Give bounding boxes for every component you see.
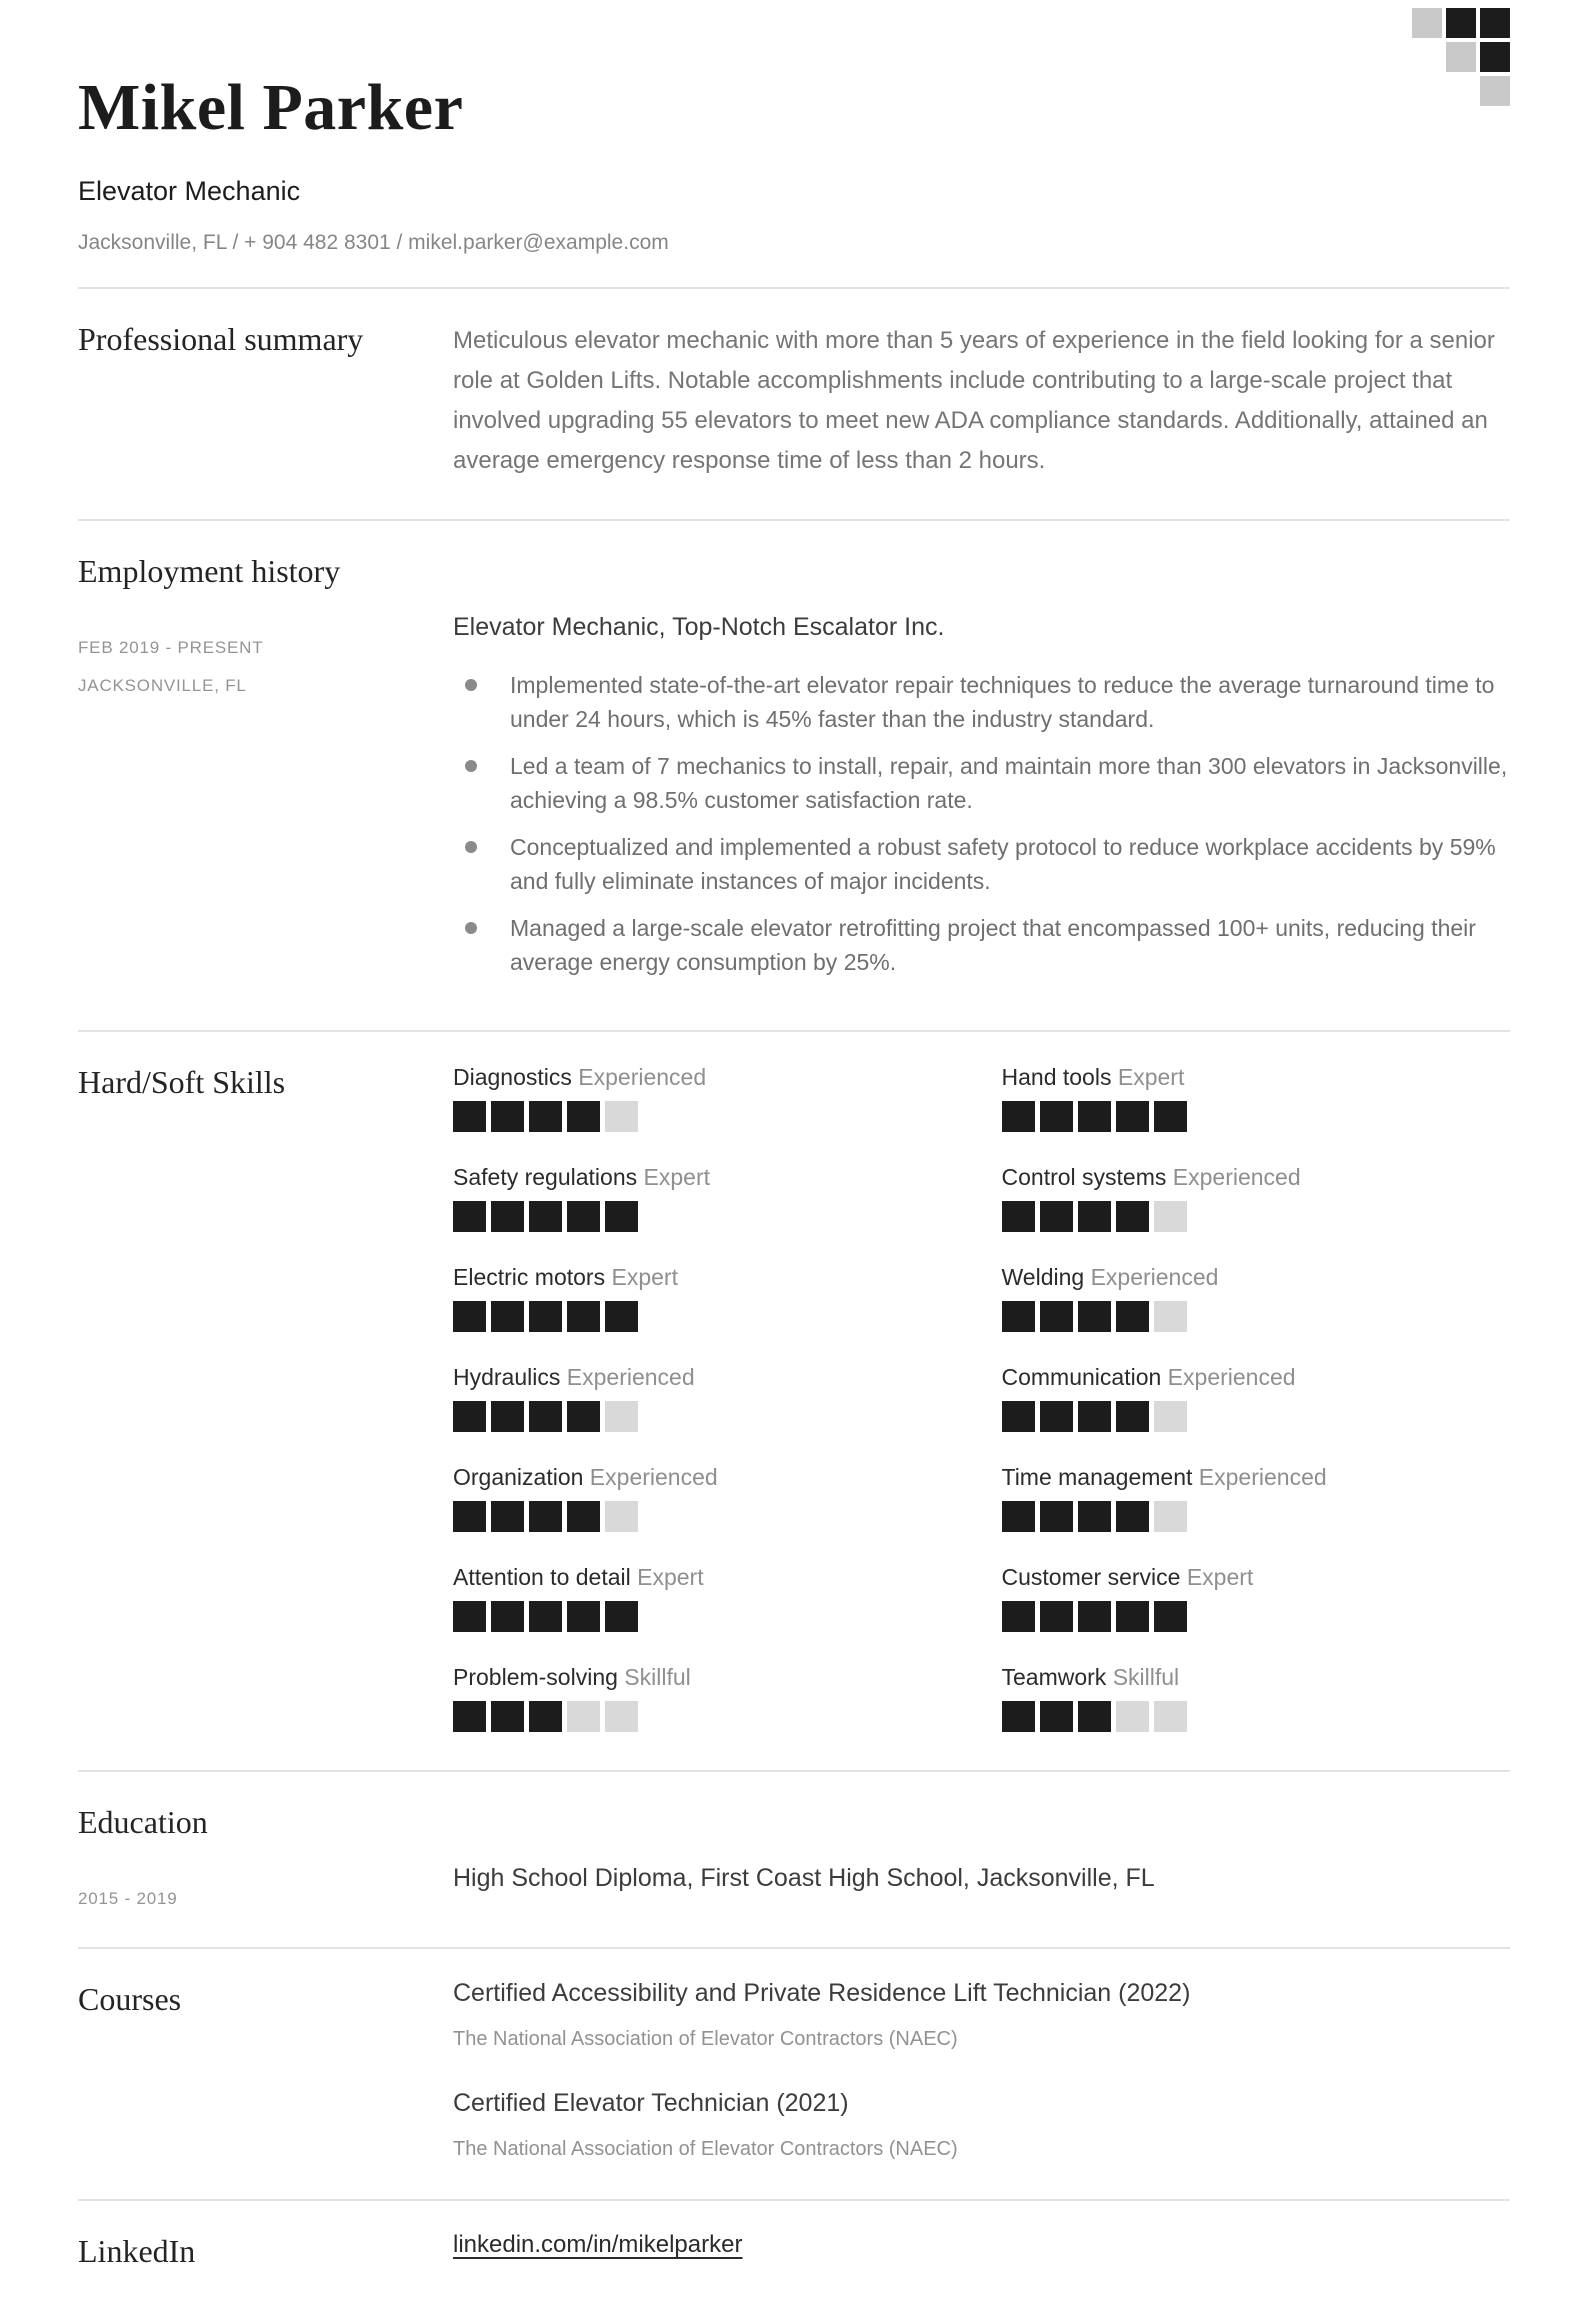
linkedin-profile-link[interactable]: linkedin.com/in/mikelparker: [453, 2231, 743, 2259]
section-title-skills: Hard/Soft Skills: [78, 1063, 286, 1100]
job-bullet: Led a team of 7 mechanics to install, repair, and maintain more than 300 elevators in Jacksonville, achieving a 98.5% customer satisfaction rate.: [453, 749, 1510, 817]
skill-label: [1002, 1264, 1511, 1291]
skill-name: Customer service: [1001, 1563, 1181, 1590]
skill-item: [1002, 1264, 1511, 1332]
job-title-line: Elevator Mechanic, Top-Notch Escalator Inc.: [453, 612, 945, 641]
skill-item: [453, 1464, 962, 1532]
skill-level: Skillful: [1106, 1663, 1180, 1690]
rating-square-filled: [1078, 1701, 1111, 1732]
rating-square-empty: [567, 1701, 600, 1732]
rating-square-filled: [491, 1501, 524, 1532]
rating-square-filled: [1002, 1701, 1035, 1732]
rating-square-filled: [1078, 1201, 1111, 1232]
skill-item: [453, 1664, 962, 1732]
course-item: [453, 2089, 1510, 2161]
logo-cell: [1480, 42, 1510, 72]
skill-name: Problem-solving: [453, 1663, 618, 1690]
rating-square-filled: [529, 1201, 562, 1232]
section-skills: [78, 1032, 1510, 1770]
rating-square-filled: [1116, 1401, 1149, 1432]
rating-square-empty: [1154, 1501, 1187, 1532]
skill-name: Control systems: [1001, 1163, 1167, 1190]
job-bullet: Conceptualized and implemented a robust safety protocol to reduce workplace accidents by 59% and fully eliminate instances of major incidents.: [453, 830, 1510, 898]
skill-name: Communication: [1001, 1363, 1162, 1390]
skill-item: [1002, 1364, 1511, 1432]
rating-square-empty: [605, 1101, 638, 1132]
rating-square-filled: [453, 1401, 486, 1432]
course-title: Certified Elevator Technician (2021): [453, 2089, 849, 2118]
professional-summary-text: Meticulous elevator mechanic with more than 5 years of experience in the field looking for a senior role at Golden Lifts. Notable accomplishments include contributing to a large-scale project that involved upgrading 55 elevators to meet new ADA compliance standards. Additionally, attained an average emergency response time of less than 2 hours.: [453, 326, 1495, 474]
section-professional-summary: [78, 289, 1510, 519]
education-date-range: 2015 - 2019: [78, 1889, 178, 1909]
skill-name: Electric motors: [453, 1263, 606, 1290]
rating-square-filled: [453, 1301, 486, 1332]
rating-square-filled: [529, 1501, 562, 1532]
skill-level: Expert: [630, 1563, 704, 1590]
skill-label: [1002, 1364, 1511, 1391]
rating-square-filled: [1154, 1101, 1187, 1132]
rating-square-empty: [1154, 1701, 1187, 1732]
skills-grid: [453, 1064, 1510, 1732]
rating-square-filled: [1154, 1601, 1187, 1632]
skill-item: [1002, 1464, 1511, 1532]
rating-square-filled: [529, 1101, 562, 1132]
rating-square-filled: [453, 1101, 486, 1132]
rating-square-filled: [1078, 1301, 1111, 1332]
rating-square-filled: [453, 1601, 486, 1632]
skill-level: Expert: [605, 1263, 678, 1290]
logo-cell: [1480, 76, 1510, 106]
skill-item: [453, 1264, 962, 1332]
skill-item: [1002, 1064, 1511, 1132]
header: [78, 0, 1510, 255]
rating-square-filled: [1002, 1101, 1035, 1132]
logo-cell: [1446, 42, 1476, 72]
rating-square-filled: [529, 1701, 562, 1732]
skill-level: Expert: [1180, 1563, 1254, 1590]
skill-rating-bar: [1002, 1201, 1511, 1232]
rating-square-filled: [567, 1401, 600, 1432]
course-item: [453, 1979, 1510, 2051]
rating-square-filled: [1078, 1601, 1111, 1632]
rating-square-filled: [491, 1301, 524, 1332]
rating-square-filled: [1040, 1201, 1073, 1232]
rating-square-filled: [567, 1201, 600, 1232]
skill-rating-bar: [453, 1701, 962, 1732]
job-meta: [78, 638, 453, 696]
rating-square-filled: [491, 1401, 524, 1432]
skill-rating-bar: [453, 1501, 962, 1532]
skill-name: Organization: [453, 1463, 584, 1490]
rating-square-empty: [1154, 1301, 1187, 1332]
rating-square-empty: [605, 1501, 638, 1532]
skill-item: [1002, 1664, 1511, 1732]
rating-square-filled: [605, 1601, 638, 1632]
skill-label: [1002, 1064, 1511, 1091]
rating-square-filled: [453, 1501, 486, 1532]
section-title-linkedin: LinkedIn: [78, 2233, 196, 2270]
job-bullet-list: [453, 668, 1510, 979]
rating-square-empty: [1116, 1701, 1149, 1732]
rating-square-filled: [567, 1101, 600, 1132]
rating-square-filled: [1078, 1401, 1111, 1432]
rating-square-filled: [529, 1601, 562, 1632]
section-linkedin: [78, 2201, 1510, 2311]
skill-label: [1002, 1464, 1511, 1491]
rating-square-filled: [1040, 1301, 1073, 1332]
rating-square-filled: [1116, 1301, 1149, 1332]
rating-square-filled: [1116, 1601, 1149, 1632]
skill-name: Diagnostics: [453, 1063, 572, 1090]
skill-name: Hand tools: [1001, 1063, 1112, 1090]
rating-square-filled: [567, 1301, 600, 1332]
skill-level: Experienced: [1161, 1363, 1296, 1390]
rating-square-filled: [453, 1201, 486, 1232]
skill-rating-bar: [453, 1601, 962, 1632]
rating-square-empty: [1154, 1401, 1187, 1432]
rating-square-empty: [605, 1701, 638, 1732]
rating-square-filled: [491, 1701, 524, 1732]
rating-square-filled: [529, 1301, 562, 1332]
skill-rating-bar: [1002, 1101, 1511, 1132]
rating-square-filled: [1002, 1501, 1035, 1532]
skill-level: Experienced: [571, 1063, 707, 1090]
rating-square-filled: [453, 1701, 486, 1732]
course-institution: The National Association of Elevator Contractors (NAEC): [453, 2138, 958, 2161]
section-courses: [78, 1949, 1510, 2199]
job-bullet: Implemented state-of-the-art elevator repair techniques to reduce the average turnaround time to under 24 hours, which is 45% faster than the industry standard.: [453, 668, 1510, 736]
course-title: Certified Accessibility and Private Residence Lift Technician (2022): [453, 1979, 1191, 2008]
skill-level: Expert: [1111, 1063, 1185, 1090]
skill-rating-bar: [1002, 1601, 1511, 1632]
skill-item: [453, 1364, 962, 1432]
skill-label: [453, 1364, 962, 1391]
skill-rating-bar: [453, 1201, 962, 1232]
skill-label: [1002, 1164, 1511, 1191]
skill-level: Experienced: [1166, 1163, 1301, 1190]
section-title-courses: Courses: [78, 1981, 182, 2018]
skill-label: [1002, 1564, 1511, 1591]
education-meta: [78, 1889, 453, 1909]
skill-rating-bar: [453, 1401, 962, 1432]
skill-item: [453, 1164, 962, 1232]
skill-item: [453, 1564, 962, 1632]
brand-logo-icon: [1412, 8, 1510, 106]
skill-rating-bar: [1002, 1401, 1511, 1432]
logo-cell: [1480, 8, 1510, 38]
rating-square-filled: [1040, 1101, 1073, 1132]
skill-label: [453, 1064, 962, 1091]
section-title-employment-history: Employment history: [78, 552, 341, 589]
job-location: JACKSONVILLE, FL: [78, 676, 247, 696]
rating-square-filled: [1116, 1101, 1149, 1132]
rating-square-filled: [1078, 1101, 1111, 1132]
skill-name: Time management: [1001, 1463, 1193, 1490]
rating-square-filled: [529, 1401, 562, 1432]
skill-level: Experienced: [583, 1463, 718, 1490]
rating-square-filled: [1078, 1501, 1111, 1532]
skill-item: [1002, 1564, 1511, 1632]
job-date-range: FEB 2019 - PRESENT: [78, 638, 264, 658]
rating-square-filled: [1002, 1201, 1035, 1232]
skill-label: [453, 1464, 962, 1491]
skill-level: Experienced: [560, 1363, 695, 1390]
rating-square-filled: [1002, 1601, 1035, 1632]
skill-name: Attention to detail: [453, 1563, 631, 1590]
section-title-professional-summary: Professional summary: [78, 320, 364, 357]
skill-level: Experienced: [1084, 1263, 1219, 1290]
skill-label: [1002, 1664, 1511, 1691]
skill-item: [453, 1064, 962, 1132]
skill-rating-bar: [1002, 1501, 1511, 1532]
skill-level: Expert: [637, 1163, 710, 1190]
rating-square-filled: [567, 1501, 600, 1532]
skill-name: Welding: [1001, 1263, 1085, 1290]
skill-label: [453, 1164, 962, 1191]
course-institution: The National Association of Elevator Contractors (NAEC): [453, 2028, 958, 2051]
skill-label: [453, 1564, 962, 1591]
rating-square-filled: [1116, 1501, 1149, 1532]
contact-line: Jacksonville, FL / + 904 482 8301 / mikel.parker@example.com: [78, 230, 669, 254]
rating-square-filled: [491, 1201, 524, 1232]
rating-square-filled: [491, 1601, 524, 1632]
rating-square-filled: [491, 1101, 524, 1132]
candidate-name: Mikel Parker: [78, 71, 464, 144]
skill-rating-bar: [1002, 1301, 1511, 1332]
rating-square-filled: [1040, 1701, 1073, 1732]
candidate-job-title: Elevator Mechanic: [78, 175, 301, 206]
skill-rating-bar: [453, 1101, 962, 1132]
logo-cell: [1446, 8, 1476, 38]
rating-square-filled: [605, 1201, 638, 1232]
skill-name: Safety regulations: [453, 1163, 638, 1190]
rating-square-filled: [1002, 1301, 1035, 1332]
rating-square-filled: [567, 1601, 600, 1632]
skill-label: [453, 1664, 962, 1691]
rating-square-filled: [1116, 1201, 1149, 1232]
skill-rating-bar: [1002, 1701, 1511, 1732]
rating-square-filled: [1040, 1601, 1073, 1632]
rating-square-empty: [605, 1401, 638, 1432]
skill-label: [453, 1264, 962, 1291]
rating-square-filled: [1002, 1401, 1035, 1432]
education-degree-line: High School Diploma, First Coast High School, Jacksonville, FL: [453, 1863, 1155, 1892]
skill-level: Experienced: [1192, 1463, 1327, 1490]
section-education: [78, 1772, 1510, 1948]
section-employment-history: [78, 521, 1510, 1030]
rating-square-filled: [1040, 1501, 1073, 1532]
rating-square-filled: [1040, 1401, 1073, 1432]
skill-name: Hydraulics: [453, 1363, 561, 1390]
rating-square-filled: [605, 1301, 638, 1332]
rating-square-empty: [1154, 1201, 1187, 1232]
job-bullet: Managed a large-scale elevator retrofitting project that encompassed 100+ units, reducing their average energy consumption by 25%.: [453, 911, 1510, 979]
skill-item: [1002, 1164, 1511, 1232]
logo-cell: [1412, 8, 1442, 38]
section-title-education: Education: [78, 1803, 208, 1840]
skill-name: Teamwork: [1001, 1663, 1107, 1690]
skill-rating-bar: [453, 1301, 962, 1332]
skill-level: Skillful: [617, 1663, 691, 1690]
